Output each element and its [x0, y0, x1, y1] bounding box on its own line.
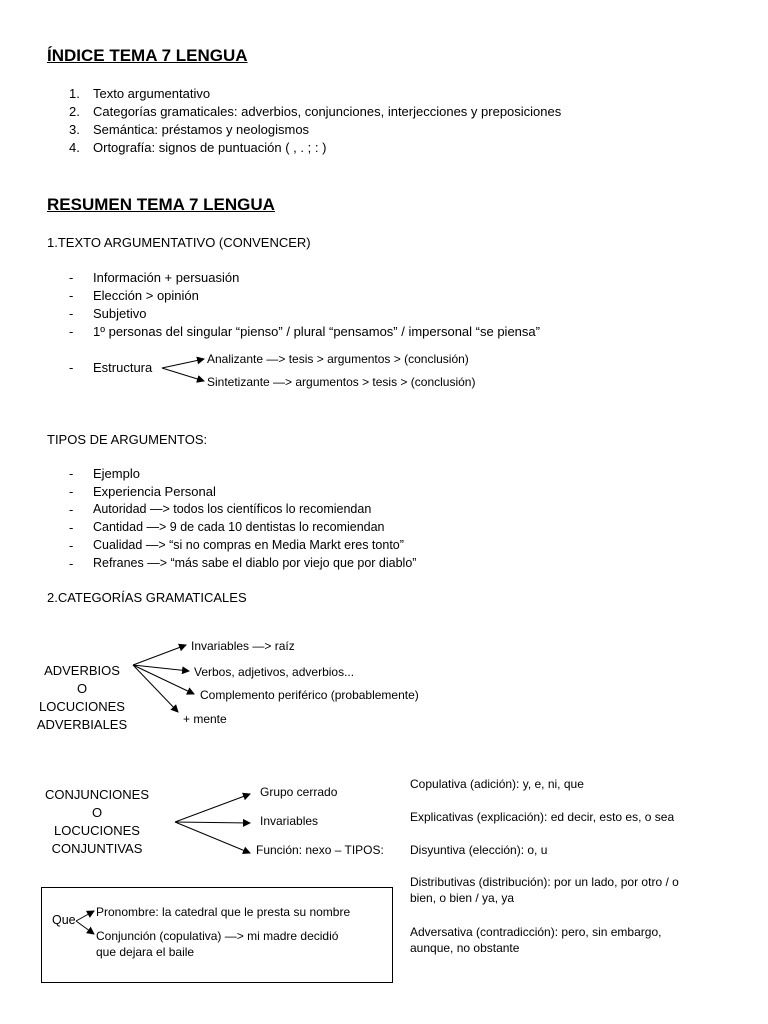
list-item: Elección > opinión [93, 288, 199, 303]
section-2-heading: 2.CATEGORÍAS GRAMATICALES [47, 590, 247, 605]
list-item: Cantidad —> 9 de cada 10 dentistas lo recomiendan [93, 520, 385, 534]
bullet-dash: - [69, 324, 74, 339]
adverbs-branch: Complemento periférico (probablemente) [200, 688, 419, 702]
bullet-dash: - [69, 270, 74, 285]
adverbs-label-line: LOCUCIONES [39, 699, 125, 714]
index-item-number: 4. [69, 140, 80, 155]
bullet-dash: - [69, 484, 74, 499]
conjunctions-branch: Grupo cerrado [260, 785, 338, 799]
conjunctions-label-line: CONJUNCIONES [44, 787, 149, 802]
que-branch-conjunction: que dejara el baile [96, 945, 195, 959]
list-item: Autoridad —> todos los científicos lo recomiendan [93, 502, 372, 516]
list-item: Información + persuasión [93, 270, 240, 285]
section-1-heading: 1.TEXTO ARGUMENTATIVO (CONVENCER) [47, 235, 311, 250]
structure-branch: Analizante —> tesis > argumentos > (conclusión) [207, 352, 469, 366]
arrow-adverbs-4 [133, 665, 178, 712]
index-item: Ortografía: signos de puntuación ( , . ; : ) [93, 140, 327, 155]
index-item-number: 3. [69, 122, 80, 137]
adverbs-label-line: ADVERBIALES [36, 717, 128, 732]
arrow-structure-2 [162, 368, 204, 381]
conjunctions-label-line: CONJUNTIVAS [51, 841, 143, 856]
arrow-que-1 [76, 911, 94, 921]
adverbs-branch: + mente [183, 712, 227, 726]
conjunctions-branch: Función: nexo – TIPOS: [256, 843, 384, 857]
conjunction-type: aunque, no obstante [410, 941, 520, 955]
bullet-dash: - [69, 520, 74, 535]
list-item: Refranes —> “más sabe el diablo por viejo que por diablo” [93, 556, 417, 570]
list-item: Cualidad —> “si no compras en Media Markt eres tonto” [93, 538, 404, 552]
conjunctions-label-line: LOCUCIONES [54, 823, 140, 838]
arrow-structure-1 [162, 359, 204, 368]
arrow-conj-1 [175, 794, 250, 822]
arrow-conj-2 [175, 822, 250, 823]
list-item: Ejemplo [93, 466, 140, 481]
index-item: Semántica: préstamos y neologismos [93, 122, 310, 137]
arrow-conj-3 [175, 822, 250, 853]
list-item: Experiencia Personal [93, 484, 216, 499]
adverbs-branch: Invariables —> raíz [191, 639, 295, 653]
index-item-number: 1. [69, 86, 80, 101]
conjunction-type: bien, o bien / ya, ya [410, 891, 515, 905]
index-title: ÍNDICE TEMA 7 LENGUA [47, 46, 248, 65]
bullet-dash: - [69, 538, 74, 553]
que-branch-pronoun: Pronombre: la catedral que le presta su nombre [96, 905, 351, 919]
bullet-dash: - [69, 466, 74, 481]
conjunction-type: Copulativa (adición): y, e, ni, que [410, 777, 584, 791]
conjunction-type: Explicativas (explicación): ed decir, esto es, o sea [410, 810, 675, 824]
bullet-dash: - [69, 502, 74, 517]
bullet-dash: - [69, 306, 74, 321]
list-item: Subjetivo [93, 306, 147, 321]
conjunctions-branch: Invariables [260, 814, 319, 828]
list-item: 1º personas del singular “pienso” / plural “pensamos” / impersonal “se piensa” [93, 324, 540, 339]
arguments-heading: TIPOS DE ARGUMENTOS: [47, 432, 208, 447]
conjunction-type: Distributivas (distribución): por un lado, por otro / o [410, 875, 679, 889]
structure-label: Estructura [93, 360, 153, 375]
index-item: Texto argumentativo [93, 86, 211, 101]
adverbs-label-line: ADVERBIOS [44, 663, 120, 678]
conjunction-type: Disyuntiva (elección): o, u [410, 843, 548, 857]
arrow-adverbs-2 [133, 665, 189, 671]
bullet-dash: - [69, 556, 74, 571]
arrow-adverbs-3 [133, 665, 194, 694]
summary-title: RESUMEN TEMA 7 LENGUA [47, 195, 275, 214]
que-label: Que [52, 913, 76, 927]
arrow-adverbs-1 [133, 645, 186, 665]
structure-branch: Sintetizante —> argumentos > tesis > (conclusión) [207, 375, 476, 389]
adverbs-label-line: O [76, 681, 88, 696]
arrow-que-2 [76, 921, 94, 934]
bullet-dash: - [69, 288, 74, 303]
que-branch-conjunction: Conjunción (copulativa) —> mi madre decidió [96, 929, 339, 943]
index-item-number: 2. [69, 104, 80, 119]
adverbs-branch: Verbos, adjetivos, adverbios... [194, 665, 355, 679]
bullet-dash: - [69, 360, 74, 375]
index-item: Categorías gramaticales: adverbios, conjunciones, interjecciones y preposiciones [93, 104, 562, 119]
conjunction-type: Adversativa (contradicción): pero, sin embargo, [410, 925, 662, 939]
conjunctions-label-line: O [91, 805, 103, 820]
